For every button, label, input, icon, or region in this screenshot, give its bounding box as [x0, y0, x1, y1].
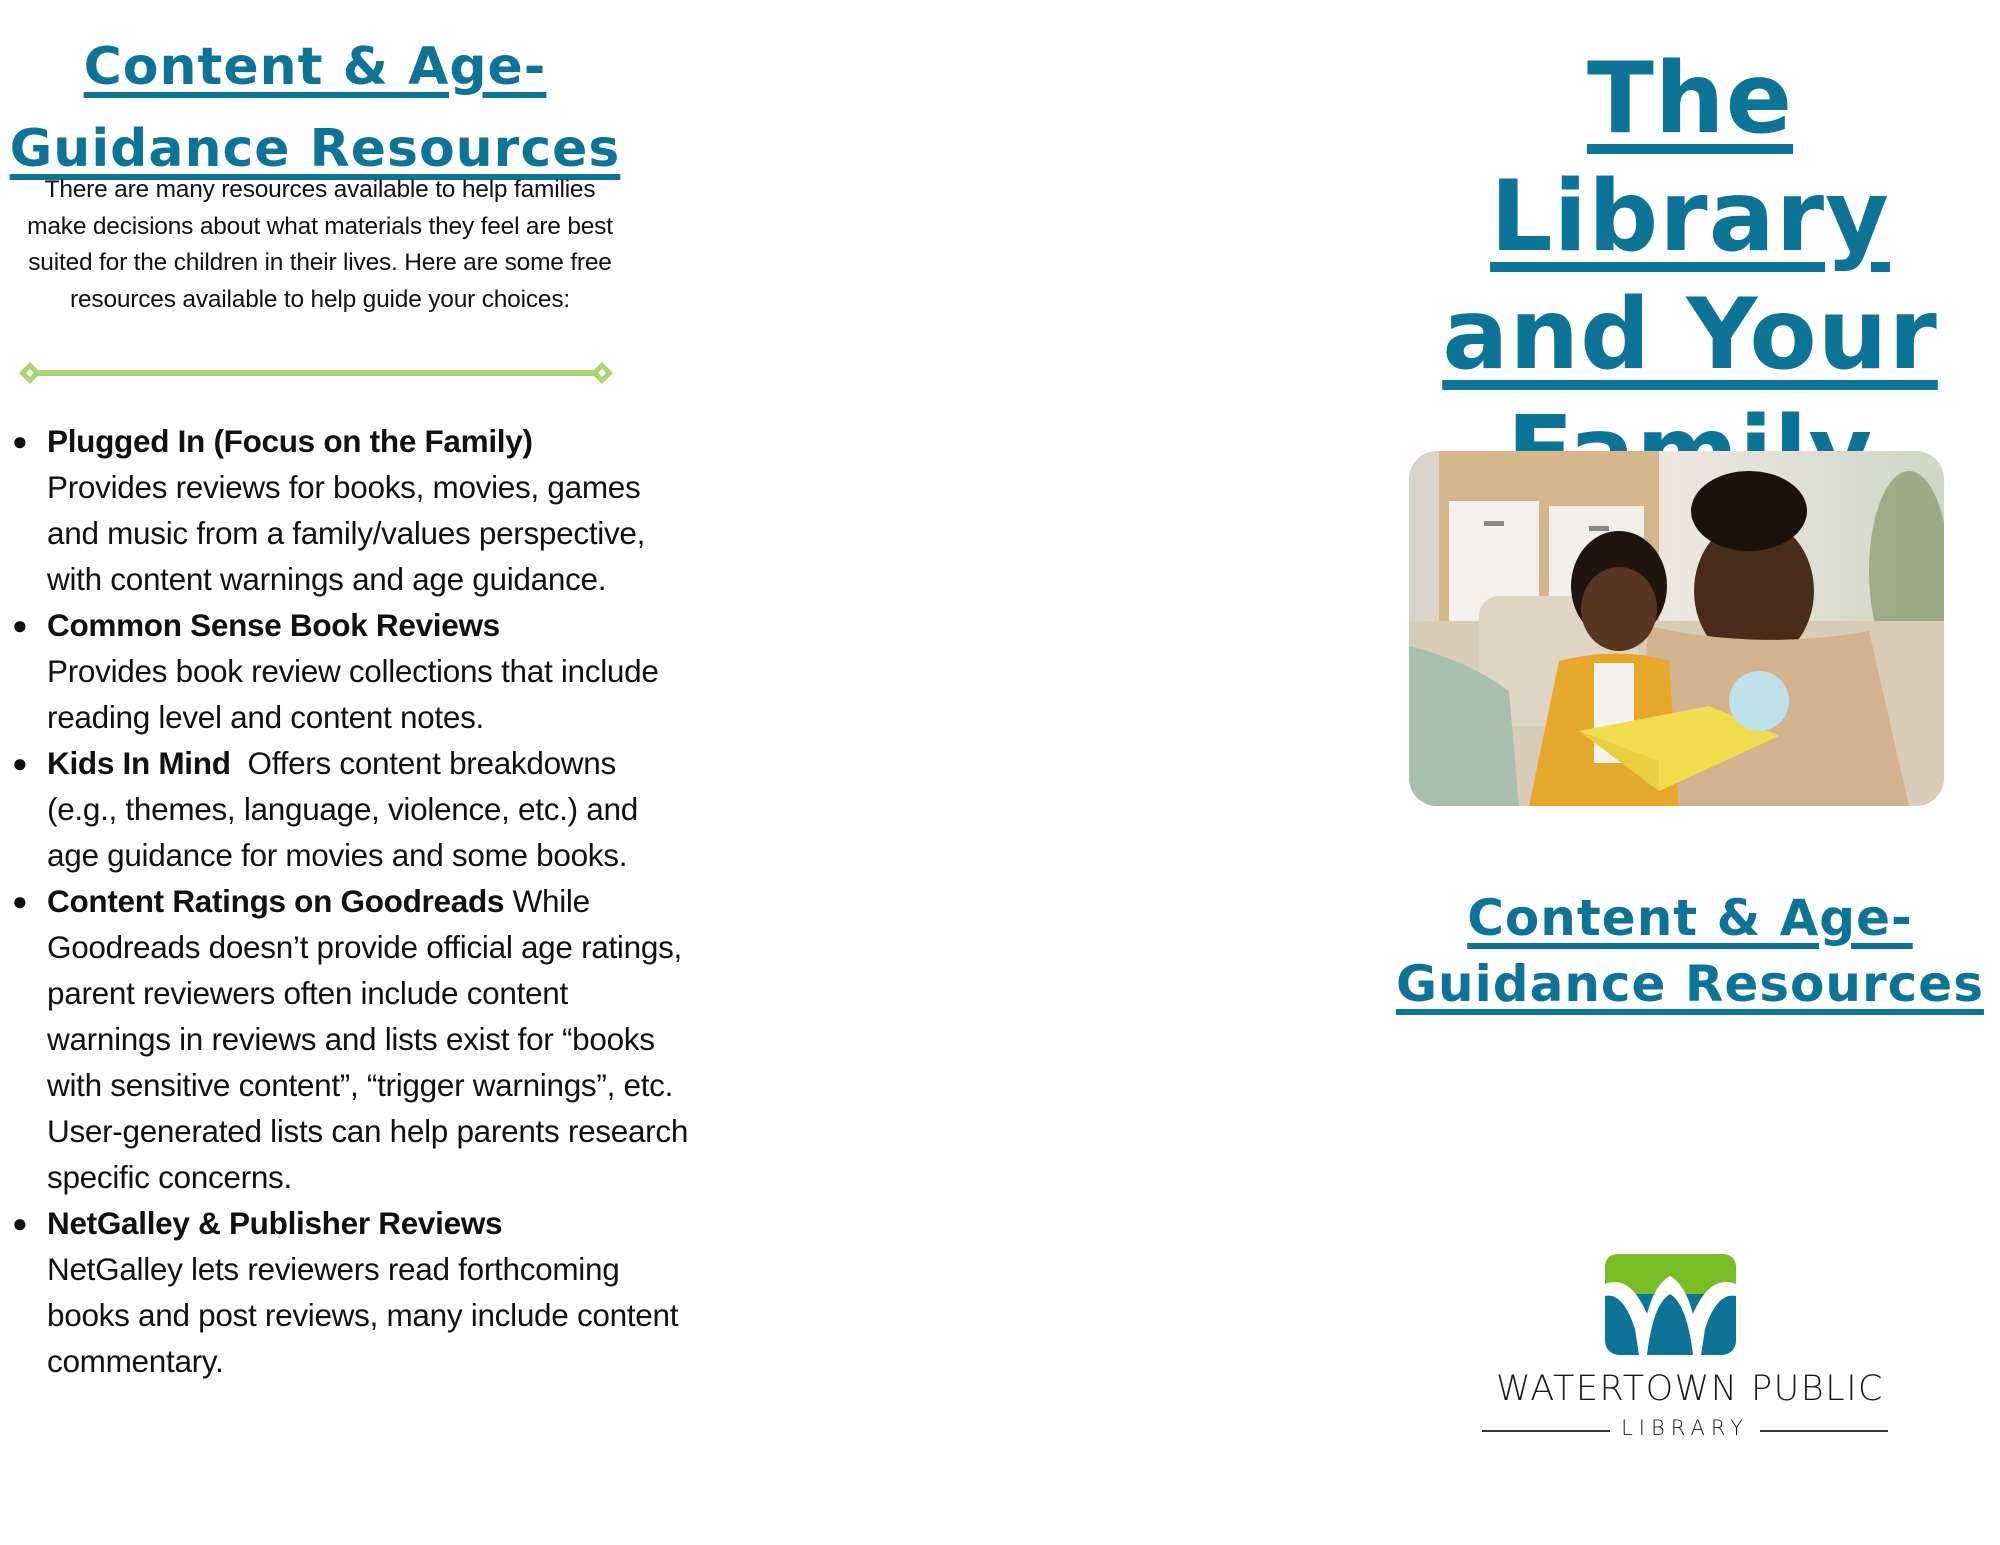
resource-description: Provides book review collections that include reading level and content notes.: [47, 653, 659, 735]
bullet-icon: ●: [12, 426, 28, 456]
diamond-divider-icon: [18, 360, 614, 386]
left-panel: [0, 0, 689, 1545]
photo-illustration: [1409, 451, 1944, 806]
resource-name: Common Sense Book Reviews: [47, 607, 500, 643]
subtitle-line2: Guidance Resources: [1396, 955, 1984, 1013]
bullet-icon: ●: [12, 1208, 28, 1238]
intro-paragraph: There are many resources available to help families make decisions about what materials they feel are best suited for the children in their lives. Here are some free resources available to help guide your choices:: [27, 176, 613, 313]
middle-panel: [667, 0, 1333, 1545]
main-title: [1380, 40, 2000, 512]
resource-name: Content Ratings on Goodreads: [47, 883, 505, 919]
bullet-icon: ●: [12, 886, 28, 916]
resource-description: Offers content breakdowns (e.g., themes, language, violence, etc.) and age guidance for movies and some books.: [47, 745, 638, 873]
section-title-line1: Content & Age-: [83, 37, 547, 97]
main-title-line2: and Your: [1442, 278, 1938, 392]
resource-description: Provides reviews for books, movies, games and music from a family/values perspective, with content warnings and age guidance.: [47, 469, 646, 597]
resource-item: [12, 1200, 697, 1384]
resource-name: Plugged In (Focus on the Family): [47, 423, 533, 459]
subtitle-line1: Content & Age-: [1467, 889, 1913, 947]
section-title: [0, 26, 630, 190]
main-title-line1: The Library: [1490, 42, 1890, 274]
resource-item: [12, 878, 697, 1200]
logo-rule-right: [1760, 1430, 1888, 1432]
section-title-line2: Guidance Resources: [9, 119, 621, 179]
resource-item: [12, 740, 697, 878]
resource-item: [12, 418, 697, 602]
library-logo: [1480, 1254, 1900, 1454]
subtitle: [1380, 885, 2000, 1017]
library-arch-logo-icon: [1605, 1254, 1736, 1355]
resource-list: [0, 418, 697, 1384]
cover-panel: [1380, 0, 2000, 1545]
resource-description: While Goodreads doesn’t provide official age ratings, parent reviewers often include content warnings in reviews and lists exist for “books with sensitive content”, “trigger warnings”, etc. User-generated lists can help parents research specific concerns.: [47, 883, 689, 1195]
logo-name: WATERTOWN PUBLIC: [1496, 1369, 1884, 1409]
bullet-icon: ●: [12, 748, 28, 778]
logo-rule-left: [1482, 1430, 1610, 1432]
family-reading-photo: [1409, 451, 1944, 806]
resource-item: [12, 602, 697, 740]
resource-name: NetGalley & Publisher Reviews: [47, 1205, 503, 1241]
bullet-icon: ●: [12, 610, 28, 640]
resource-description: NetGalley lets reviewers read forthcoming books and post reviews, many include content commentary.: [47, 1251, 679, 1379]
resource-name: Kids In Mind: [47, 745, 231, 781]
logo-subtitle: [1480, 1416, 1900, 1446]
logo-subtitle-text: LIBRARY: [1621, 1416, 1749, 1440]
